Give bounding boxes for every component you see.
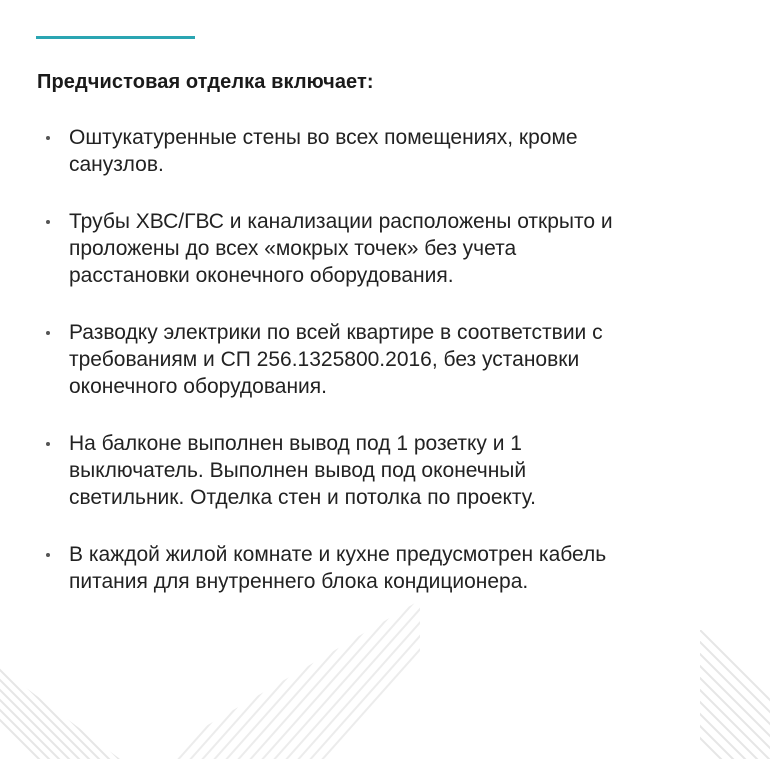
bullet-list (36, 124, 716, 625)
accent-line (36, 36, 195, 39)
bullet-dot-icon (46, 442, 50, 446)
list-item (36, 541, 716, 595)
list-item-text: Оштукатуренные стены во всех помещениях, кроме санузлов. (69, 126, 578, 176)
stripes-right (680, 610, 770, 759)
bullet-dot-icon (46, 553, 50, 557)
page-heading: Предчистовая отделка включает: (37, 71, 374, 93)
list-item-text: Трубы ХВС/ГВС и канализации расположены открыто и проложены до всех «мокрых точек» без учета расстановки оконечного оборудования. (69, 210, 613, 287)
list-item (36, 208, 716, 289)
bullet-dot-icon (46, 331, 50, 335)
list-item-text: На балконе выполнен вывод под 1 розетку и 1 выключатель. Выполнен вывод под оконечный светильник. Отделка стен и потолка по проекту. (69, 432, 537, 509)
bullet-dot-icon (46, 220, 50, 224)
list-item-text: Разводку электрики по всей квартире в соответствии с требованиям и СП 256.1325800.2016, без установки оконечного оборудования. (69, 321, 603, 398)
list-item-text: В каждой жилой комнате и кухне предусмотрен кабель питания для внутреннего блока кондиционера. (69, 543, 607, 593)
list-item (36, 319, 716, 400)
list-item (36, 430, 716, 511)
bullet-dot-icon (46, 136, 50, 140)
list-item (36, 124, 716, 178)
stripes-left (0, 660, 140, 759)
